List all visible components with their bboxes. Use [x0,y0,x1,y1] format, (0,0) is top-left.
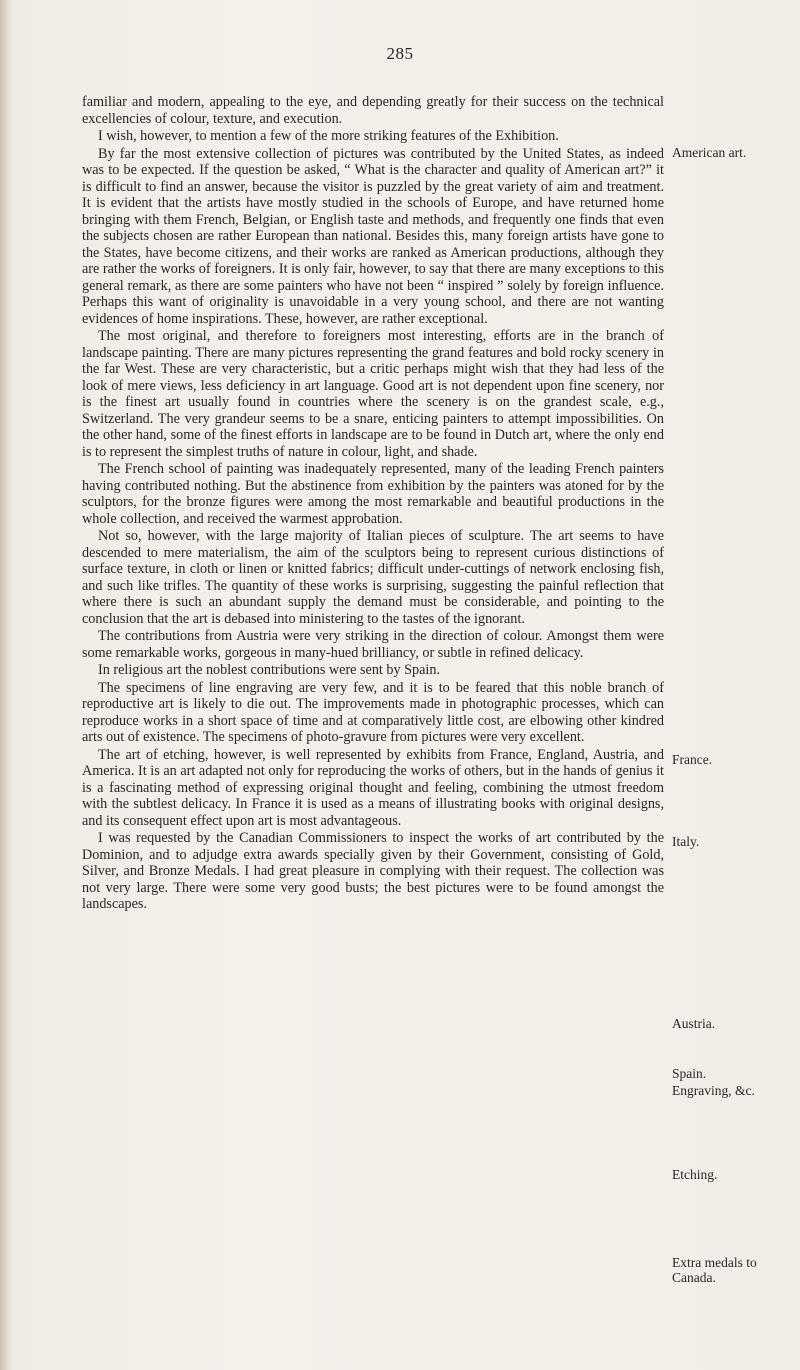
page-number: 285 [386,44,414,63]
paragraph: The specimens of line engraving are very few, and it is to be feared that this noble branch of reproductive art is likely to die out. The improvements made in photographic processes, which can reproduce works in a short space of time and at comparatively little cost, are elbowing other kindred arts out of existence. The specimens of photo-gravure from pictures were very excellent. [82,679,664,745]
margin-note-france: France. [672,752,713,767]
paragraph: By far the most extensive collection of pictures was contributed by the United States, as indeed was to be expected. If the question be asked, “ What is the character and quality of American art?” it is difficult to find an answer, because the visitor is puzzled by the great variety of aim and treatment. It is evident that the artists have mostly studied in the schools of Europe, and have returned home bringing with them French, Belgian, or English taste and methods, and frequently one finds that even the subjects chosen are rather European than national. Besides this, many foreign artists have gone to the States, have become citizens, and their works are ranked as American productions, although they are rather the works of foreigners. It is only fair, however, to say that there are many exceptions to this general remark, as there are some painters who have not been “ inspired ” solely by foreign influence. Perhaps this want of originality is unavoidable in a very young school, and there are not wanting evidences of home inspirations. These, however, are rather exceptional. [82,145,664,327]
paragraph: The most original, and therefore to foreigners most interesting, efforts are in the branch of landscape painting. There are many pictures representing the grand features and bold rocky scenery in the far West. These are very characteristic, but a critic perhaps might wish that they had less of the look of mere views, less deficiency in art language. Good art is not dependent upon fine scenery, nor is the finest art usually found in countries where the scenery is on the grandest scale, e.g., Switzerland. The very grandeur seems to be a snare, enticing painters to attempt impossibilities. On the other hand, some of the finest efforts in landscape are to be found in Dutch art, where the only end is to represent the simplest truths of nature in colour, light, and shade. [82,328,664,460]
paragraph: In religious art the noblest contributions were sent by Spain. [98,662,441,678]
margin-note-engraving: Engraving, &c. [672,1083,755,1098]
paragraph: The French school of painting was inadequately represented, many of the leading French painters having contributed nothing. But the abstinence from exhibition by the painters was atoned for by the sculptors, for the bronze figures were among the most remarkable and beautiful productions in the whole collection, and received the warmest approbation. [82,461,664,527]
margin-note-etching: Etching. [672,1167,718,1182]
margin-note-spain: Spain. [672,1066,707,1081]
paragraph: familiar and modern, appealing to the eye, and depending greatly for their success on the technical excellencies of colour, texture, and execution. [82,94,664,127]
paragraph: The art of etching, however, is well represented by exhibits from France, England, Austria, and America. It is an art adapted not only for reproducing the works of others, but in the hands of genius it is a fascinating method of expressing original thought and feeling, combining the utmost freedom with the subtlest delicacy. In France it is used as a means of illustrating books with original designs, and its consequent effect upon art is most advantageous. [82,746,664,829]
binding-edge [0,0,12,1370]
margin-note-italy: Italy. [672,834,700,849]
paragraph: Not so, however, with the large majority of Italian pieces of sculpture. The art seems to have descended to mere materialism, the aim of the sculptors being to represent curious distinctions of surface texture, in cloth or linen or knitted fabrics; difficult under-cuttings of network enclosing fish, and such like trifles. The quantity of these works is surprising, suggesting the painful reflection that where there is such an abundant supply the demand must be considerable, and pointing to the conclusion that the art is debased into ministering to the tastes of the ignorant. [82,528,664,627]
paragraph: The contributions from Austria were very striking in the direction of colour. Amongst them were some remarkable works, gorgeous in many-hued brilliancy, or subtle in refined delicacy. [82,628,664,661]
margin-note-american-art: American art. [672,145,747,160]
margin-note-extra-medals: Extra medals to Canada. [672,1255,757,1285]
paragraph: I wish, however, to mention a few of the more striking features of the Exhibition. [98,128,559,144]
paragraph: I was requested by the Canadian Commissioners to inspect the works of art contributed by the Dominion, and to adjudge extra awards specially given by their Government, consisting of Gold, Silver, and Bronze Medals. I had great pleasure in complying with their request. The collection was not very large. There were some very good busts; the best pictures were to be found amongst the landscapes. [82,830,664,912]
margin-note-austria: Austria. [672,1016,716,1031]
body-text [82,94,664,914]
